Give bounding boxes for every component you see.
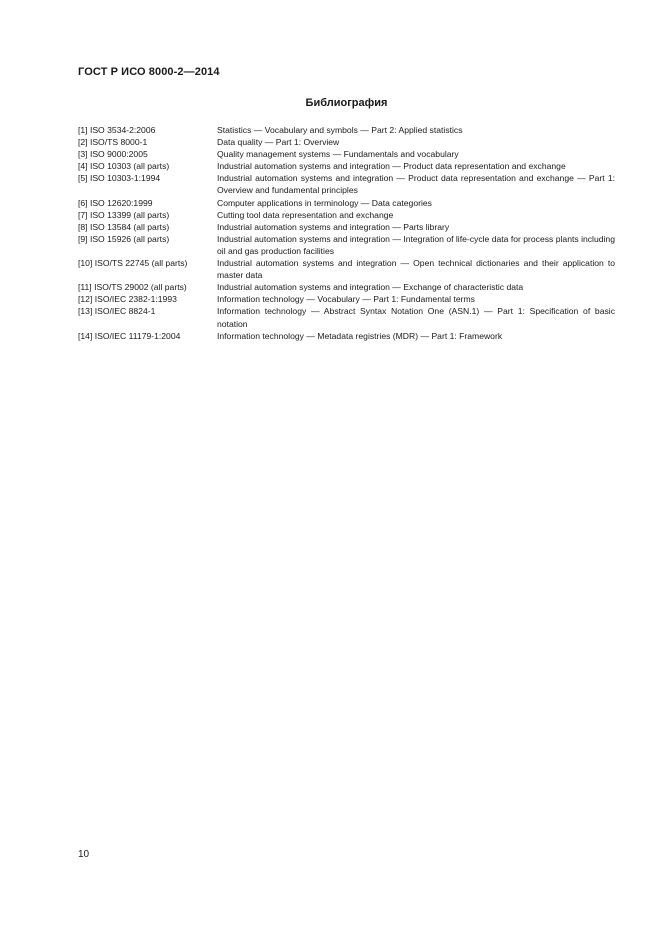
bibliography-reference: [12] ISO/IEC 2382-1:1993 — [78, 294, 177, 305]
bibliography-entry — [78, 281, 615, 293]
bibliography-entry-title: Cutting tool data representation and exchange — [217, 209, 394, 220]
bibliography-entry — [78, 197, 615, 209]
bibliography-entry-title: Information technology — Abstract Syntax Notation One (ASN.1) — Part 1: Specification of basic notation — [217, 306, 615, 329]
bibliography-entry-title: Industrial automation systems and integration — Open technical dictionaries and their application to master data — [217, 258, 615, 281]
bibliography-entry — [78, 293, 615, 305]
bibliography-reference: [10] ISO/TS 22745 (all parts) — [78, 258, 188, 269]
bibliography-entry — [78, 221, 615, 233]
bibliography-entry — [78, 160, 615, 172]
bibliography-entry-title: Data quality — Part 1: Overview — [217, 137, 340, 148]
bibliography-reference: [13] ISO/IEC 8824-1 — [78, 306, 156, 317]
bibliography-reference: [5] ISO 10303-1:1994 — [78, 173, 161, 184]
bibliography-entry-title: Industrial automation systems and integration — Parts library — [217, 221, 450, 232]
bibliography-entry — [78, 124, 615, 136]
bibliography-entry-title: Industrial automation systems and integration — Exchange of characteristic data — [217, 282, 524, 293]
bibliography-entry — [78, 305, 615, 329]
bibliography-reference: [9] ISO 15926 (all parts) — [78, 233, 170, 244]
bibliography-entry-title: Quality management systems — Fundamentals and vocabulary — [217, 149, 459, 160]
document-code: ГОСТ Р ИСО 8000-2—2014 — [78, 66, 220, 78]
bibliography-entry — [78, 136, 615, 148]
bibliography-reference: [14] ISO/IEC 11179-1:2004 — [78, 330, 181, 341]
bibliography-entry-title: Industrial automation systems and integration — Integration of life-cycle data for process plants including oil and gas production facilities — [217, 233, 615, 256]
bibliography-entry-title: Information technology — Vocabulary — Part 1: Fundamental terms — [217, 294, 475, 305]
page-number: 10 — [78, 849, 90, 860]
bibliography-entry — [78, 209, 615, 221]
bibliography-entry — [78, 330, 615, 342]
bibliography-entry — [78, 148, 615, 160]
bibliography-entry-title: Statistics — Vocabulary and symbols — Part 2: Applied statistics — [217, 125, 463, 135]
bibliography-reference: [7] ISO 13399 (all parts) — [78, 209, 170, 220]
bibliography-entry — [78, 233, 615, 257]
bibliography-reference: [11] ISO/TS 29002 (all parts) — [78, 282, 187, 293]
bibliography-entry-title: Industrial automation systems and integration — Product data representation and exchange — Part 1: Overview and fundamental principles — [217, 173, 615, 196]
bibliography-reference: [3] ISO 9000:2005 — [78, 149, 148, 160]
bibliography-title: Библиография — [305, 97, 388, 109]
bibliography-reference: [1] ISO 3534-2:2006 — [78, 125, 156, 135]
bibliography-entry-title: Industrial automation systems and integration — Product data representation and exchange — [217, 161, 566, 172]
bibliography-list — [78, 124, 615, 342]
bibliography-entry — [78, 257, 615, 281]
bibliography-entry — [78, 172, 615, 196]
bibliography-reference: [4] ISO 10303 (all parts) — [78, 161, 170, 172]
bibliography-reference: [2] ISO/TS 8000-1 — [78, 137, 148, 148]
bibliography-reference: [8] ISO 13584 (all parts) — [78, 221, 170, 232]
bibliography-reference: [6] ISO 12620:1999 — [78, 197, 153, 208]
bibliography-entry-title: Information technology — Metadata registries (MDR) — Part 1: Framework — [217, 330, 503, 341]
bibliography-entry-title: Computer applications in terminology — Data categories — [217, 197, 432, 208]
